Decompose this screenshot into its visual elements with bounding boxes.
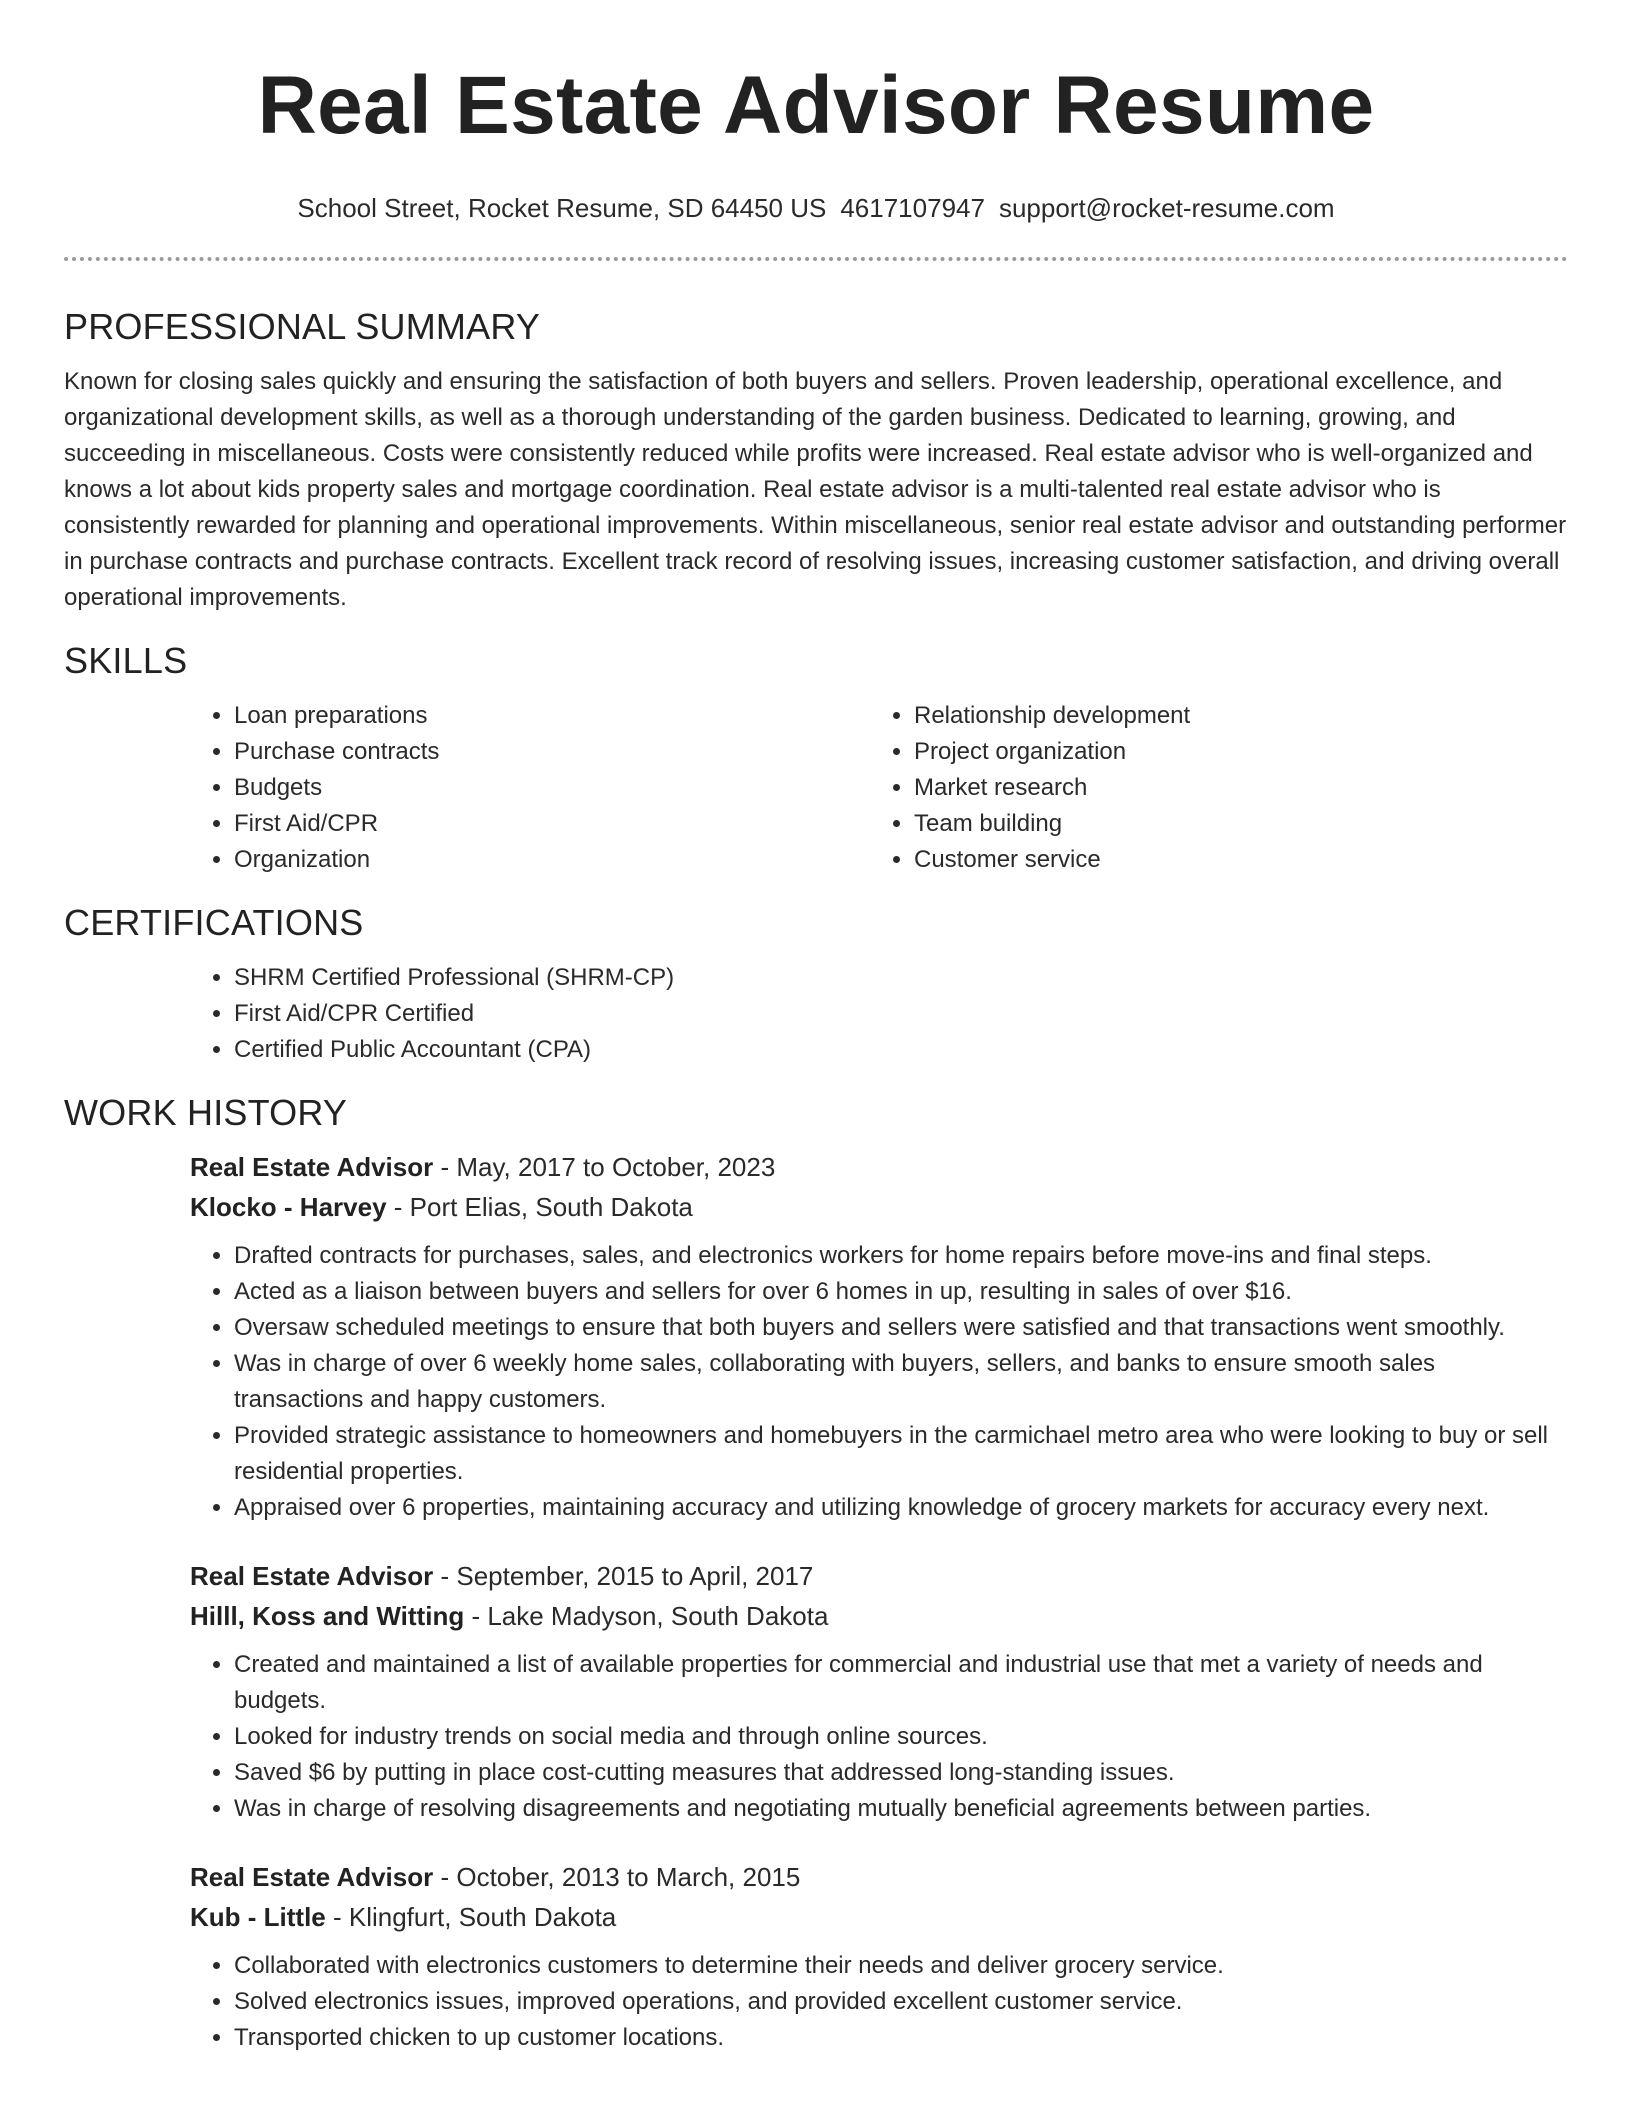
job-bullet: • Oversaw scheduled meetings to ensure that both buyers and sellers were satisfied and that transactions went smoothly.: [234, 1310, 1568, 1346]
job-bullet: • Transported chicken to up customer locations.: [234, 2020, 1568, 2056]
job-title: Real Estate Advisor: [190, 1561, 434, 1591]
resume-title: Real Estate Advisor Resume: [257, 60, 1375, 151]
contact-phone: 4617107947: [840, 193, 985, 223]
certification-item: • SHRM Certified Professional (SHRM-CP): [234, 960, 1568, 996]
job-bullet: • Acted as a liaison between buyers and sellers for over 6 homes in up, resulting in sales of over $16.: [234, 1274, 1568, 1310]
job-bullet: • Was in charge of over 6 weekly home sales, collaborating with buyers, sellers, and banks to ensure smooth sales transactions and happy customers.: [234, 1346, 1568, 1418]
certifications-list: [190, 960, 1568, 1068]
skills-heading: SKILLS: [64, 640, 188, 681]
job-title-line: [190, 1556, 1568, 1596]
skill-item: • First Aid/CPR: [234, 806, 870, 842]
job-company-line: [190, 1596, 1568, 1636]
summary-text: Known for closing sales quickly and ensuring the satisfaction of both buyers and sellers. Proven leadership, operational excellence, and organizational development skills, as well as a thorough understanding of the garden business. Dedicated to learning, growing, and succeeding in miscellaneous. Costs were consistently reduced while profits were increased. Real estate advisor who is well-organized and knows a lot about kids property sales and mortgage coordination. Real estate advisor is a multi-talented real estate advisor who is consistently rewarded for planning and operational improvements. Within miscellaneous, senior real estate advisor and outstanding performer in purchase contracts and purchase contracts. Excellent track record of resolving issues, increasing customer satisfaction, and driving overall operational improvements.: [64, 368, 1567, 611]
contact-line: [64, 192, 1568, 224]
job-bullet: • Created and maintained a list of available properties for commercial and industrial use that met a variety of needs and budgets.: [234, 1647, 1568, 1719]
job-entry: [190, 1556, 1568, 1827]
summary-heading: PROFESSIONAL SUMMARY: [64, 306, 541, 347]
skill-item: • Organization: [234, 842, 870, 878]
resume-page: [64, 0, 1568, 2056]
job-title-line: [190, 1147, 1568, 1187]
skill-item: • Loan preparations: [234, 698, 870, 734]
job-company: Hilll, Koss and Witting: [190, 1601, 465, 1631]
job-bullet: • Provided strategic assistance to homeowners and homebuyers in the carmichael metro area who were looking to buy or sell residential properties.: [234, 1418, 1568, 1490]
skills-list: [190, 698, 1568, 878]
skills-column-right: [870, 698, 1550, 878]
job-company: Klocko - Harvey: [190, 1192, 387, 1222]
job-dates: - September, 2015 to April, 2017: [433, 1561, 814, 1591]
contact-address: School Street, Rocket Resume, SD 64450 US: [297, 193, 827, 223]
skill-item: • Purchase contracts: [234, 734, 870, 770]
job-bullet: • Drafted contracts for purchases, sales, and electronics workers for home repairs before move-ins and final steps.: [234, 1238, 1568, 1274]
job-bullet: • Collaborated with electronics customers to determine their needs and deliver grocery service.: [234, 1948, 1568, 1984]
certifications-heading: CERTIFICATIONS: [64, 902, 364, 943]
job-dates: - May, 2017 to October, 2023: [433, 1152, 776, 1182]
job-location: - Klingfurt, South Dakota: [325, 1902, 617, 1932]
work-history-heading: WORK HISTORY: [64, 1092, 348, 1133]
job-bullet: • Looked for industry trends on social media and through online sources.: [234, 1719, 1568, 1755]
job-title-line: [190, 1857, 1568, 1897]
job-bullet: • Appraised over 6 properties, maintaining accuracy and utilizing knowledge of grocery markets for accuracy every next.: [234, 1490, 1568, 1526]
job-dates: - October, 2013 to March, 2015: [433, 1862, 801, 1892]
job-entry: [190, 1857, 1568, 2056]
job-location: - Port Elias, South Dakota: [386, 1192, 693, 1222]
contact-email: support@rocket-resume.com: [998, 193, 1335, 223]
skill-item: • Budgets: [234, 770, 870, 806]
job-bullet: • Saved $6 by putting in place cost-cutting measures that addressed long-standing issues.: [234, 1755, 1568, 1791]
job-title: Real Estate Advisor: [190, 1862, 434, 1892]
job-company-line: [190, 1187, 1568, 1227]
skill-item: • Relationship development: [914, 698, 1550, 734]
skill-item: • Project organization: [914, 734, 1550, 770]
skills-column-left: [190, 698, 870, 878]
skill-item: • Customer service: [914, 842, 1550, 878]
job-entry: [190, 1147, 1568, 1526]
job-title: Real Estate Advisor: [190, 1152, 434, 1182]
job-location: - Lake Madyson, South Dakota: [464, 1601, 829, 1631]
skill-item: • Market research: [914, 770, 1550, 806]
header-divider: [64, 257, 1568, 261]
certification-item: • First Aid/CPR Certified: [234, 996, 1568, 1032]
job-company: Kub - Little: [190, 1902, 326, 1932]
job-company-line: [190, 1897, 1568, 1937]
skill-item: • Team building: [914, 806, 1550, 842]
certification-item: • Certified Public Accountant (CPA): [234, 1032, 1568, 1068]
job-bullet: • Solved electronics issues, improved operations, and provided excellent customer service.: [234, 1984, 1568, 2020]
job-bullet: • Was in charge of resolving disagreements and negotiating mutually beneficial agreements between parties.: [234, 1791, 1568, 1827]
